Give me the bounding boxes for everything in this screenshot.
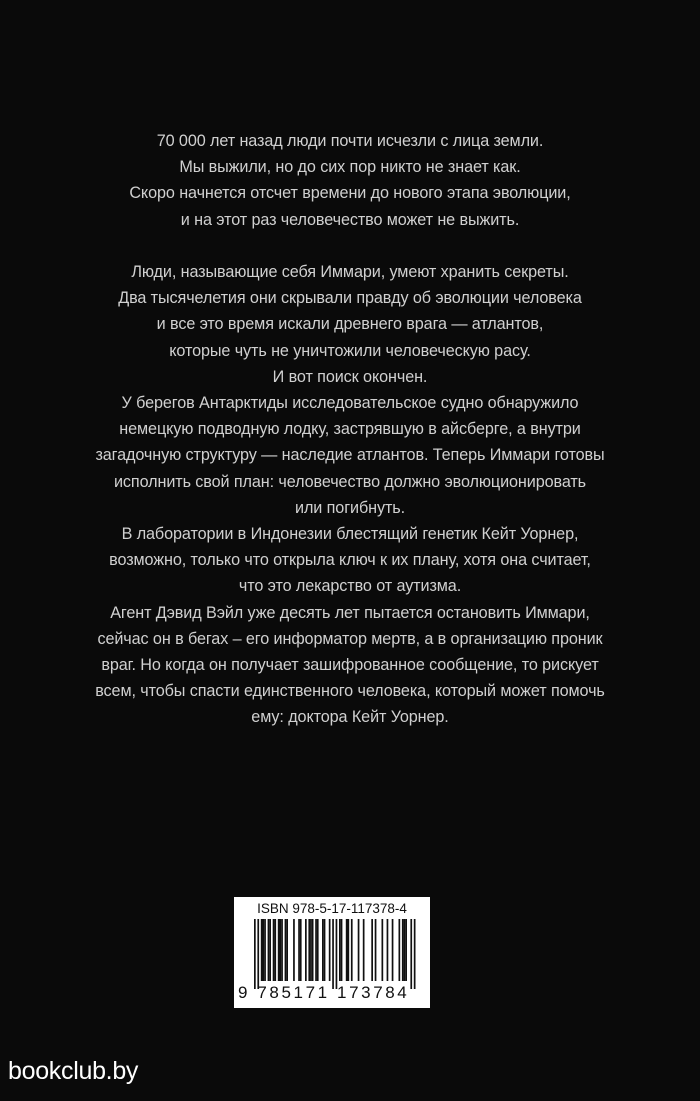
barcode-bar <box>371 919 373 981</box>
blurb-line: что это лекарство от аутизма. <box>238 577 462 596</box>
barcode-bar <box>298 919 300 981</box>
barcode-bar <box>300 919 302 981</box>
barcode-bar <box>278 919 280 981</box>
blurb-line: сейчас он в бегах – его информатор мертв, а в организацию проник <box>97 629 603 648</box>
barcode-bar <box>329 919 331 981</box>
barcode-bar <box>351 919 353 981</box>
blurb-line: или погибнуть. <box>295 498 405 517</box>
watermark-logo: bookclub.by <box>8 1057 139 1085</box>
blurb-line: всем, чтобы спасти единственного человека, который может помочь <box>95 682 605 701</box>
blurb-line: немецкую подводную лодку, застрявшую в айсберге, а внутри <box>119 420 581 439</box>
barcode-bar <box>264 919 266 981</box>
isbn-label: ISBN 978-5-17-117378-4 <box>257 901 407 916</box>
barcode-bar <box>346 919 348 981</box>
blurb-line: Два тысячелетия они скрывали правду об эволюции человека <box>118 289 582 308</box>
blurb-line: В лаборатории в Индонезии блестящий генетик Кейт Уорнер, <box>121 525 579 544</box>
barcode-bar <box>404 919 406 981</box>
barcode-bar <box>315 919 317 981</box>
barcode-bar <box>339 919 341 981</box>
blurb-line: Люди, называющие себя Иммари, умеют хранить секреты. <box>131 263 569 281</box>
barcode-bar <box>257 919 259 989</box>
barcode-bar <box>254 919 256 989</box>
barcode-box <box>234 897 430 1008</box>
barcode-bar <box>358 919 360 981</box>
barcode-bar <box>308 919 310 981</box>
blurb-line: загадочную структуру — наследие атлантов. Теперь Иммари готовы <box>95 446 605 465</box>
ean-digits: 9 785171 173784 <box>238 983 410 1002</box>
barcode-bar <box>332 919 334 989</box>
barcode-bar <box>348 919 350 981</box>
barcode-bar <box>414 919 416 989</box>
blurb-line: исполнить свой план: человечество должно эволюционировать <box>113 472 587 491</box>
barcode-bar <box>392 919 394 981</box>
barcode-bar <box>285 919 287 981</box>
barcode-bar <box>399 919 401 981</box>
barcode-bar <box>286 919 288 981</box>
blurb-line: которые чуть не уничтожили человеческую расу. <box>169 341 531 360</box>
blurb-text <box>60 128 640 731</box>
barcode-bar <box>312 919 314 981</box>
barcode-bar <box>263 919 265 981</box>
barcode-bar <box>293 919 295 981</box>
barcode-bar <box>280 919 282 981</box>
barcode-bar <box>261 919 263 981</box>
barcode-bar <box>410 919 412 989</box>
barcode-bar <box>274 919 276 981</box>
blurb-line: У берегов Антарктиды исследовательское судно обнаружило <box>121 394 579 413</box>
blurb-line: 70 000 лет назад люди почти исчезли с лица земли. <box>156 132 544 150</box>
blurb-line: враг. Но когда он получает зашифрованное сообщение, то рискует <box>101 656 599 675</box>
barcode-bar <box>405 919 407 981</box>
blurb-line: ему: доктора Кейт Уорнер. <box>251 708 449 727</box>
barcode-bar <box>402 919 404 981</box>
barcode-bar <box>324 919 326 981</box>
barcode-bar <box>310 919 312 981</box>
blurb-line: Скоро начнется отсчет времени до нового этапа эволюции, <box>129 184 571 203</box>
blurb-line: Мы выжили, но до сих пор никто не знает как. <box>179 158 521 177</box>
blurb-line: и все это время искали древнего врага — атлантов, <box>156 315 544 334</box>
blurb-line: И вот поиск окончен. <box>272 367 428 386</box>
blurb-line: и на этот раз человечество может не выжить. <box>180 210 520 229</box>
barcode-bar <box>305 919 307 981</box>
blurb-line: возможно, только что открыла ключ к их плану, хотя она считает, <box>109 551 591 570</box>
barcode-bar <box>363 919 365 981</box>
barcode-bar <box>269 919 271 981</box>
barcode-bar <box>382 919 384 981</box>
barcode-bar <box>268 919 270 981</box>
barcode-bar <box>273 919 275 981</box>
barcode-bar <box>322 919 324 981</box>
barcode-bar <box>341 919 343 981</box>
barcode-bar <box>317 919 319 981</box>
blurb-line: Агент Дэвид Вэйл уже десять лет пытается остановить Иммари, <box>110 603 590 622</box>
barcode-bar <box>375 919 377 981</box>
barcode-bar <box>387 919 389 981</box>
barcode-bar <box>281 919 283 981</box>
barcode-bar <box>336 919 338 989</box>
paragraph-gap <box>60 233 640 259</box>
